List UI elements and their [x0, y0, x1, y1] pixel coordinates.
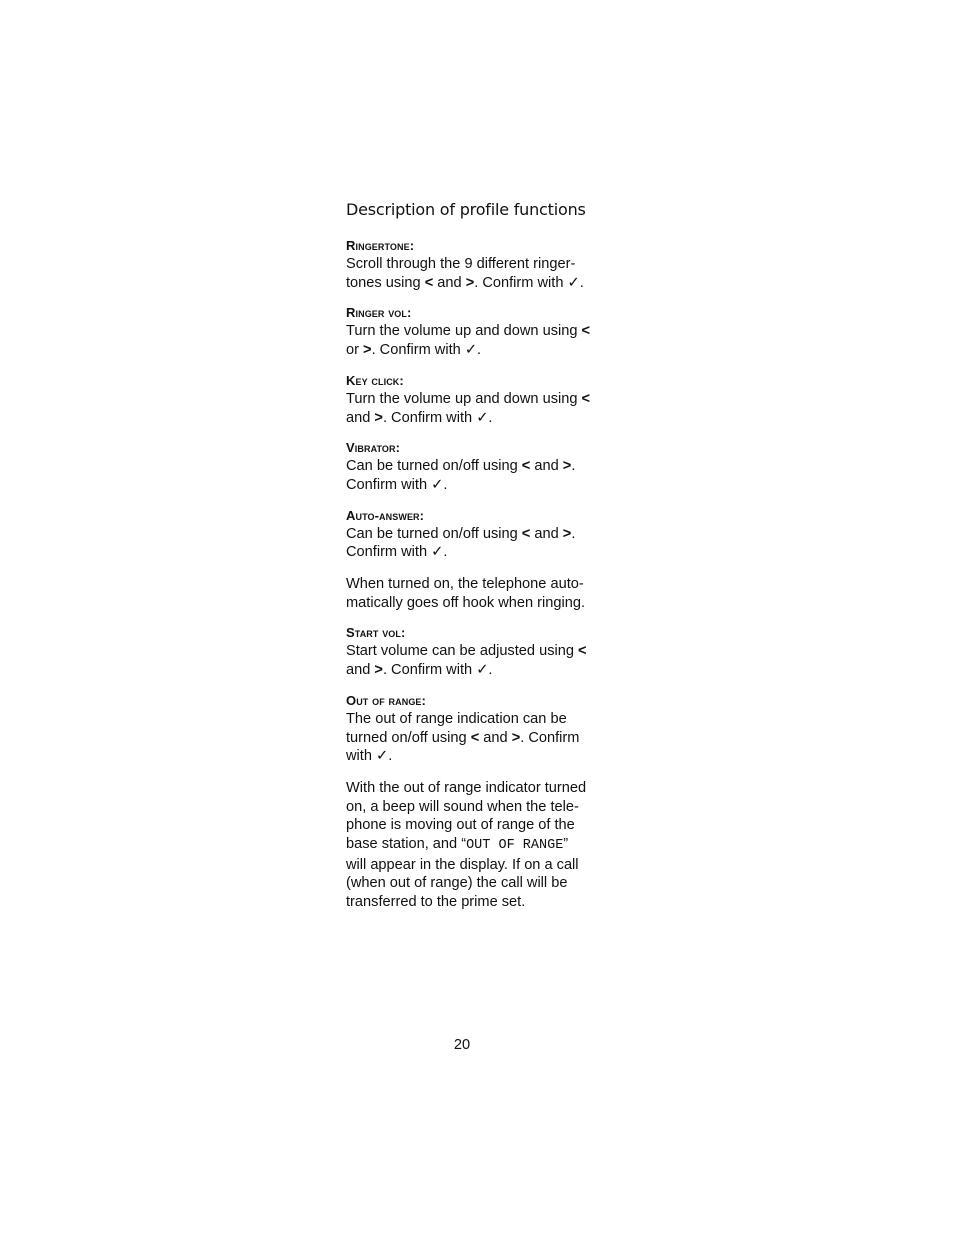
text-run: Turn the volume up and down using — [346, 390, 582, 407]
function-note — [346, 779, 608, 912]
text-run: or — [346, 342, 364, 359]
text-run: will appear in the display. If on a call — [346, 856, 579, 873]
profile-function-section — [346, 693, 608, 912]
text-run: and — [530, 458, 563, 475]
function-label: Key click: — [346, 372, 404, 388]
text-line — [346, 893, 608, 912]
text-run: . Confirm with ✓. — [371, 342, 482, 359]
text-line — [346, 798, 608, 817]
text-run: and — [433, 274, 466, 291]
text-run: With the out of range indicator turned — [346, 779, 587, 796]
text-run: and — [346, 409, 375, 426]
text-run: Confirm with ✓. — [346, 544, 448, 561]
text-run: Start volume can be adjusted using — [346, 643, 579, 660]
text-run: . Confirm — [520, 729, 580, 746]
key-symbol: > — [363, 342, 372, 359]
text-run: The out of range indication can be — [346, 710, 567, 727]
page-heading: Description of profile functions — [346, 200, 586, 219]
text-line — [346, 543, 608, 562]
text-line — [346, 874, 608, 893]
text-run: Turn the volume up and down using — [346, 323, 582, 340]
profile-function-section — [346, 305, 608, 359]
text-line — [346, 710, 608, 729]
text-line — [346, 409, 608, 428]
text-line — [346, 779, 608, 798]
key-symbol: < — [581, 323, 591, 340]
text-line — [346, 525, 608, 544]
display-text: OUT OF RANGE — [466, 838, 564, 854]
key-symbol: < — [470, 729, 480, 746]
key-symbol: < — [521, 525, 531, 542]
function-description — [346, 255, 608, 292]
text-run: . Confirm with ✓. — [382, 409, 493, 426]
text-line — [346, 835, 608, 856]
profile-function-section — [346, 508, 608, 613]
function-note — [346, 575, 608, 612]
text-run: ” — [563, 836, 569, 853]
text-line — [346, 476, 608, 495]
text-run: . — [571, 458, 576, 475]
text-line — [346, 322, 608, 341]
function-label: Vibrator: — [346, 440, 401, 456]
text-line — [346, 457, 608, 476]
text-run: (when out of range) the call will be — [346, 875, 568, 892]
key-symbol: > — [374, 409, 383, 426]
text-line — [346, 856, 608, 875]
text-line — [346, 341, 608, 360]
text-run: transferred to the prime set. — [346, 894, 526, 911]
profile-function-section — [346, 625, 608, 679]
text-line — [346, 816, 608, 835]
text-run: with ✓. — [346, 748, 393, 765]
key-symbol: > — [465, 274, 475, 291]
text-run: on, a beep will sound when the tele- — [346, 798, 579, 815]
key-symbol: < — [521, 458, 531, 475]
text-run: When turned on, the telephone auto- — [346, 576, 584, 593]
key-symbol: > — [562, 525, 572, 542]
text-run: . — [571, 525, 576, 542]
text-line — [346, 661, 608, 680]
text-line — [346, 390, 608, 409]
text-run: phone is moving out of range of the — [346, 817, 575, 834]
key-symbol: < — [578, 643, 587, 660]
profile-function-list — [346, 238, 608, 912]
text-line — [346, 642, 608, 661]
profile-function-section — [346, 238, 608, 292]
text-line — [346, 575, 608, 594]
function-description — [346, 710, 608, 766]
text-run: . Confirm with ✓. — [382, 662, 493, 679]
key-symbol: > — [562, 458, 572, 475]
text-run: Scroll through the 9 different ringer- — [346, 256, 576, 272]
text-run: tones using — [346, 274, 425, 291]
function-description — [346, 525, 608, 562]
text-run: and — [479, 729, 512, 746]
key-symbol: < — [581, 390, 591, 407]
function-label: Ringer vol: — [346, 305, 412, 321]
profile-function-section — [346, 440, 608, 494]
text-line — [346, 274, 608, 293]
text-run: matically goes off hook when ringing. — [346, 594, 586, 611]
text-run: and — [346, 662, 375, 679]
function-label: Out of range: — [346, 692, 426, 708]
function-label: Start vol: — [346, 625, 406, 641]
text-run: and — [530, 525, 563, 542]
text-run: Confirm with ✓. — [346, 476, 448, 493]
profile-function-section — [346, 373, 608, 427]
content-column — [346, 199, 608, 925]
text-run: Can be turned on/off using — [346, 525, 522, 542]
text-run: . Confirm with ✓. — [474, 274, 584, 291]
page-number: 20 — [453, 1037, 471, 1053]
function-label: Ringertone: — [346, 238, 415, 253]
text-run: base station, and “ — [346, 836, 467, 853]
text-line — [346, 729, 608, 748]
key-symbol: < — [424, 274, 434, 291]
text-line — [346, 747, 608, 766]
function-description — [346, 390, 608, 427]
text-line — [346, 594, 608, 613]
text-run: Can be turned on/off using — [346, 458, 522, 475]
function-description — [346, 457, 608, 494]
key-symbol: > — [511, 729, 521, 746]
text-line — [346, 255, 608, 274]
function-label: Auto-answer: — [346, 507, 425, 523]
key-symbol: > — [374, 662, 383, 679]
function-description — [346, 322, 608, 359]
text-run: turned on/off using — [346, 729, 471, 746]
function-description — [346, 642, 608, 679]
